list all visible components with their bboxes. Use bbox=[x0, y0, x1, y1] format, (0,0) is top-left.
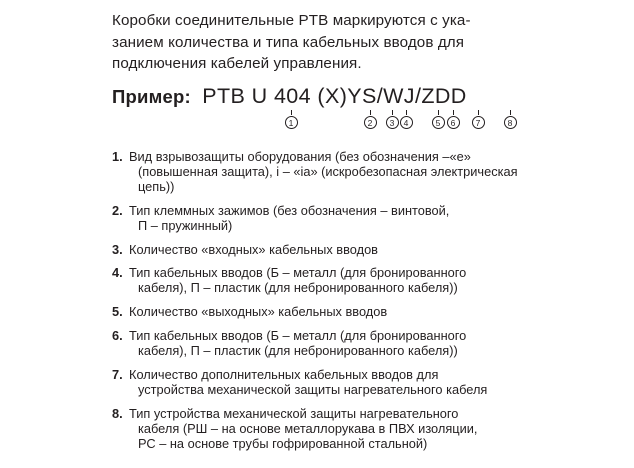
marker-circle-label: 7 bbox=[472, 116, 485, 129]
list-item-line: Количество «входных» кабельных вводов bbox=[129, 241, 378, 257]
intro-line-1: Коробки соединительные PTB маркируются с ука- bbox=[112, 12, 471, 29]
list-item-number: 8. bbox=[112, 405, 123, 421]
list-item-text bbox=[129, 304, 596, 319]
list-item-text bbox=[129, 203, 596, 233]
marker-circle-label: 4 bbox=[400, 116, 413, 129]
marker-circle-label: 6 bbox=[447, 116, 460, 129]
marker-tick-icon bbox=[406, 110, 407, 115]
list-item-text bbox=[129, 367, 596, 397]
list-item-number: 6. bbox=[112, 327, 123, 343]
list-item bbox=[112, 242, 596, 257]
marker-1 bbox=[283, 110, 299, 129]
list-item-line: цепь)) bbox=[138, 178, 175, 194]
marker-8 bbox=[502, 110, 518, 129]
list-item-number: 4. bbox=[112, 265, 123, 281]
list-item-line: Тип клеммных зажимов (без обозначения – винтовой, bbox=[129, 202, 450, 218]
list-item-number: 5. bbox=[112, 304, 123, 320]
list-item-line: кабеля), П – пластик (для небронированного кабеля)) bbox=[138, 343, 458, 359]
marker-7 bbox=[470, 110, 486, 129]
intro-line-3: подключения кабелей управления. bbox=[112, 55, 362, 72]
list-item-number: 7. bbox=[112, 366, 123, 382]
list-item-line: РС – на основе трубы гофрированной стальной) bbox=[138, 436, 428, 452]
marker-tick-icon bbox=[478, 110, 479, 115]
legend-list bbox=[112, 149, 596, 452]
intro-line-2: занием количества и типа кабельных вводов для bbox=[112, 33, 465, 51]
list-item-line: Тип кабельных вводов (Б – металл (для бронированного bbox=[129, 265, 467, 281]
list-item bbox=[112, 304, 596, 319]
intro-paragraph bbox=[112, 10, 596, 75]
list-item-line: П – пружинный) bbox=[138, 217, 233, 233]
marker-circle-label: 3 bbox=[386, 116, 399, 129]
list-item-text bbox=[129, 242, 596, 257]
marker-tick-icon bbox=[438, 110, 439, 115]
list-item-line: Тип кабельных вводов (Б – металл (для бронированного bbox=[129, 327, 467, 343]
marker-tick-icon bbox=[510, 110, 511, 115]
marker-circle-label: 2 bbox=[364, 116, 377, 129]
marker-tick-icon bbox=[392, 110, 393, 115]
list-item-line: Вид взрывозащиты оборудования (без обозначения –«е» bbox=[129, 148, 471, 164]
marker-tick-icon bbox=[370, 110, 371, 115]
list-item-line: кабеля), П – пластик (для небронированного кабеля)) bbox=[138, 280, 458, 296]
list-item bbox=[112, 149, 596, 195]
list-item bbox=[112, 328, 596, 358]
list-item-number: 3. bbox=[112, 241, 123, 257]
list-item bbox=[112, 367, 596, 397]
marker-circle-label: 5 bbox=[432, 116, 445, 129]
list-item-text bbox=[129, 149, 596, 195]
marker-row bbox=[112, 110, 596, 136]
list-item-line: Количество «выходных» кабельных вводов bbox=[129, 304, 388, 320]
marker-2 bbox=[362, 110, 378, 129]
list-item bbox=[112, 406, 596, 452]
marker-4 bbox=[398, 110, 414, 129]
example-block bbox=[112, 84, 596, 109]
list-item-number: 2. bbox=[112, 202, 123, 218]
example-label: Пример: bbox=[112, 85, 191, 107]
marker-6 bbox=[445, 110, 461, 129]
list-item-line: (повышенная защита), i – «ia» (искробезопасная электрическая bbox=[138, 163, 518, 179]
marker-circle-label: 8 bbox=[504, 116, 517, 129]
list-item-text bbox=[129, 265, 596, 295]
marker-circle-label: 1 bbox=[285, 116, 298, 129]
list-item-line: кабеля (РШ – на основе металлорукава в ПВХ изоляции, bbox=[138, 420, 478, 436]
list-item-line: Тип устройства механической защиты нагревательного bbox=[129, 405, 459, 421]
list-item-text bbox=[129, 328, 596, 358]
list-item-number: 1. bbox=[112, 148, 123, 164]
list-item bbox=[112, 203, 596, 233]
marker-tick-icon bbox=[453, 110, 454, 115]
list-item-line: Количество дополнительных кабельных вводов для bbox=[129, 366, 439, 382]
example-code: PTB U 404 (X)YS/WJ/ZDD bbox=[202, 83, 467, 108]
marker-tick-icon bbox=[291, 110, 292, 115]
list-item-text bbox=[129, 406, 596, 452]
marker-5 bbox=[430, 110, 446, 129]
list-item-line: устройства механической защиты нагревательного кабеля bbox=[138, 381, 488, 397]
list-item bbox=[112, 265, 596, 295]
